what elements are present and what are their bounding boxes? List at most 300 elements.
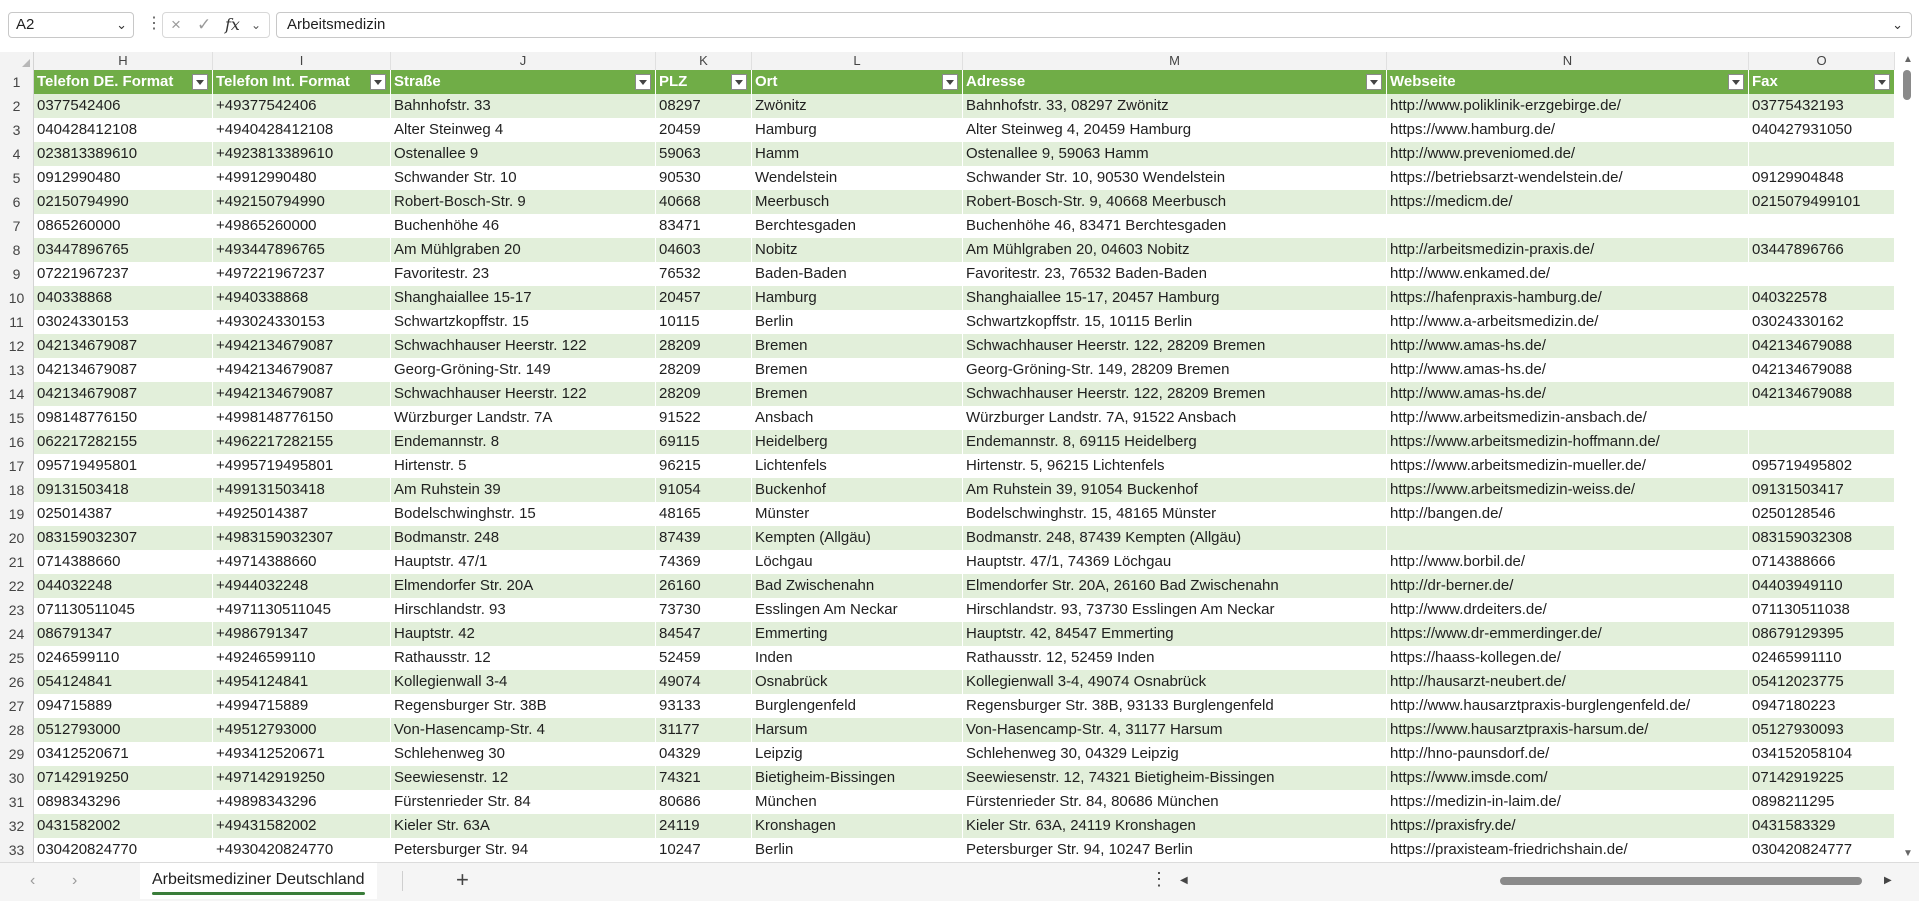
table-cell[interactable]: Ostenallee 9, 59063 Hamm <box>963 142 1387 166</box>
table-cell[interactable]: München <box>752 790 963 814</box>
table-cell[interactable]: +4983159032307 <box>213 526 391 550</box>
table-cell[interactable]: 49074 <box>656 670 752 694</box>
table-cell[interactable]: http://dr-berner.de/ <box>1387 574 1749 598</box>
table-cell[interactable]: 69115 <box>656 430 752 454</box>
row-number[interactable]: 11 <box>0 310 34 334</box>
table-cell[interactable]: 02150794990 <box>34 190 213 214</box>
table-cell[interactable]: https://medicm.de/ <box>1387 190 1749 214</box>
scroll-up-icon[interactable]: ▲ <box>1903 54 1913 65</box>
cancel-icon[interactable]: × <box>171 15 181 34</box>
add-sheet-icon[interactable]: + <box>456 867 469 892</box>
table-cell[interactable]: +4995719495801 <box>213 454 391 478</box>
table-cell[interactable]: Schwachhauser Heerstr. 122 <box>391 334 656 358</box>
table-cell[interactable]: Bremen <box>752 358 963 382</box>
row-number[interactable]: 16 <box>0 430 34 454</box>
table-cell[interactable]: http://hausarzt-neubert.de/ <box>1387 670 1749 694</box>
table-cell[interactable]: Burglengenfeld <box>752 694 963 718</box>
table-cell[interactable]: 03412520671 <box>34 742 213 766</box>
table-cell[interactable]: 91522 <box>656 406 752 430</box>
table-cell[interactable]: 09129904848 <box>1749 166 1895 190</box>
table-cell[interactable]: 93133 <box>656 694 752 718</box>
table-cell[interactable]: 083159032307 <box>34 526 213 550</box>
table-cell[interactable]: +4942134679087 <box>213 382 391 406</box>
table-cell[interactable]: +4954124841 <box>213 670 391 694</box>
row-number[interactable]: 21 <box>0 550 34 574</box>
table-cell[interactable]: 042134679087 <box>34 382 213 406</box>
table-cell[interactable]: Heidelberg <box>752 430 963 454</box>
header-cell[interactable] <box>752 70 963 94</box>
table-cell[interactable]: 08679129395 <box>1749 622 1895 646</box>
row-number[interactable]: 19 <box>0 502 34 526</box>
row-number[interactable]: 14 <box>0 382 34 406</box>
table-cell[interactable]: https://hafenpraxis-hamburg.de/ <box>1387 286 1749 310</box>
header-cell[interactable] <box>963 70 1387 94</box>
table-cell[interactable]: https://www.arbeitsmedizin-mueller.de/ <box>1387 454 1749 478</box>
table-cell[interactable]: http://www.borbil.de/ <box>1387 550 1749 574</box>
table-cell[interactable]: 0431583329 <box>1749 814 1895 838</box>
table-cell[interactable]: 023813389610 <box>34 142 213 166</box>
table-cell[interactable]: Bietigheim-Bissingen <box>752 766 963 790</box>
header-cell[interactable] <box>1387 70 1749 94</box>
table-cell[interactable]: Am Mühlgraben 20 <box>391 238 656 262</box>
table-cell[interactable]: 0215079499101 <box>1749 190 1895 214</box>
table-cell[interactable]: Robert-Bosch-Str. 9 <box>391 190 656 214</box>
enter-icon[interactable]: ✓ <box>197 15 212 34</box>
row-number[interactable]: 3 <box>0 118 34 142</box>
table-cell[interactable]: Schwartzkopffstr. 15, 10115 Berlin <box>963 310 1387 334</box>
table-cell[interactable]: 05412023775 <box>1749 670 1895 694</box>
table-cell[interactable]: +4925014387 <box>213 502 391 526</box>
table-cell[interactable]: 04603 <box>656 238 752 262</box>
chevron-down-icon[interactable]: ⌄ <box>116 17 127 32</box>
table-cell[interactable]: Seewiesenstr. 12 <box>391 766 656 790</box>
table-cell[interactable]: 40668 <box>656 190 752 214</box>
table-cell[interactable]: http://www.a-arbeitsmedizin.de/ <box>1387 310 1749 334</box>
table-cell[interactable]: +493447896765 <box>213 238 391 262</box>
table-cell[interactable]: 28209 <box>656 382 752 406</box>
table-cell[interactable]: 10115 <box>656 310 752 334</box>
table-cell[interactable]: Berchtesgaden <box>752 214 963 238</box>
table-cell[interactable]: Hauptstr. 47/1 <box>391 550 656 574</box>
column-header-n[interactable]: N <box>1387 52 1749 70</box>
row-number[interactable]: 27 <box>0 694 34 718</box>
table-cell[interactable]: 04403949110 <box>1749 574 1895 598</box>
table-cell[interactable]: +4930420824770 <box>213 838 391 862</box>
table-cell[interactable]: http://www.amas-hs.de/ <box>1387 358 1749 382</box>
table-cell[interactable]: 0898343296 <box>34 790 213 814</box>
table-cell[interactable]: +4944032248 <box>213 574 391 598</box>
table-cell[interactable]: 0865260000 <box>34 214 213 238</box>
table-cell[interactable]: http://www.enkamed.de/ <box>1387 262 1749 286</box>
vertical-scrollbar[interactable] <box>1897 52 1919 862</box>
table-cell[interactable]: Bodmanstr. 248 <box>391 526 656 550</box>
table-cell[interactable]: 0512793000 <box>34 718 213 742</box>
table-cell[interactable]: Osnabrück <box>752 670 963 694</box>
table-cell[interactable]: http://arbeitsmedizin-praxis.de/ <box>1387 238 1749 262</box>
column-header-h[interactable]: H <box>34 52 213 70</box>
table-cell[interactable]: 086791347 <box>34 622 213 646</box>
table-cell[interactable]: Bremen <box>752 334 963 358</box>
vertical-scroll-thumb[interactable] <box>1903 70 1911 100</box>
table-cell[interactable]: Petersburger Str. 94 <box>391 838 656 862</box>
table-cell[interactable]: 040322578 <box>1749 286 1895 310</box>
table-cell[interactable]: +4998148776150 <box>213 406 391 430</box>
table-cell[interactable]: 03024330153 <box>34 310 213 334</box>
column-header-k[interactable]: K <box>656 52 752 70</box>
table-cell[interactable]: +49898343296 <box>213 790 391 814</box>
table-cell[interactable]: Am Mühlgraben 20, 04603 Nobitz <box>963 238 1387 262</box>
row-number[interactable]: 2 <box>0 94 34 118</box>
table-cell[interactable]: Bodelschwinghstr. 15, 48165 Münster <box>963 502 1387 526</box>
name-box[interactable] <box>8 12 134 38</box>
table-cell[interactable]: Hamburg <box>752 286 963 310</box>
table-cell[interactable]: Regensburger Str. 38B, 93133 Burglengenfeld <box>963 694 1387 718</box>
table-cell[interactable]: 025014387 <box>34 502 213 526</box>
filter-dropdown-icon[interactable] <box>1874 74 1890 90</box>
table-cell[interactable]: +4986791347 <box>213 622 391 646</box>
table-cell[interactable]: Regensburger Str. 38B <box>391 694 656 718</box>
table-cell[interactable]: Harsum <box>752 718 963 742</box>
table-cell[interactable]: https://www.hausarztpraxis-harsum.de/ <box>1387 718 1749 742</box>
table-cell[interactable]: Bremen <box>752 382 963 406</box>
table-cell[interactable]: 042134679088 <box>1749 334 1895 358</box>
table-cell[interactable]: Buchenhöhe 46, 83471 Berchtesgaden <box>963 214 1387 238</box>
scroll-left-icon[interactable]: ◀ <box>1180 875 1188 886</box>
table-cell[interactable]: 91054 <box>656 478 752 502</box>
row-number[interactable]: 15 <box>0 406 34 430</box>
row-number[interactable]: 28 <box>0 718 34 742</box>
table-cell[interactable]: Buckenhof <box>752 478 963 502</box>
table-cell[interactable]: 24119 <box>656 814 752 838</box>
table-cell[interactable]: 09131503417 <box>1749 478 1895 502</box>
table-cell[interactable]: 87439 <box>656 526 752 550</box>
table-cell[interactable]: http://www.hausarztpraxis-burglengenfeld.de/ <box>1387 694 1749 718</box>
row-number[interactable]: 20 <box>0 526 34 550</box>
table-cell[interactable]: 52459 <box>656 646 752 670</box>
table-cell[interactable]: 80686 <box>656 790 752 814</box>
table-cell[interactable]: 03447896765 <box>34 238 213 262</box>
header-cell[interactable] <box>656 70 752 94</box>
table-cell[interactable]: Hamburg <box>752 118 963 142</box>
table-cell[interactable]: Berlin <box>752 838 963 862</box>
row-number[interactable]: 33 <box>0 838 34 862</box>
table-cell[interactable]: Bahnhofstr. 33, 08297 Zwönitz <box>963 94 1387 118</box>
table-cell[interactable]: Wendelstein <box>752 166 963 190</box>
table-cell[interactable]: Schwachhauser Heerstr. 122, 28209 Bremen <box>963 382 1387 406</box>
table-cell[interactable]: 09131503418 <box>34 478 213 502</box>
table-cell[interactable]: 0250128546 <box>1749 502 1895 526</box>
table-cell[interactable]: Leipzig <box>752 742 963 766</box>
table-cell[interactable]: +4942134679087 <box>213 358 391 382</box>
row-number[interactable]: 1 <box>0 70 34 94</box>
table-cell[interactable]: 098148776150 <box>34 406 213 430</box>
table-cell[interactable]: Kieler Str. 63A <box>391 814 656 838</box>
table-cell[interactable] <box>1387 214 1749 238</box>
table-cell[interactable]: 08297 <box>656 94 752 118</box>
table-cell[interactable]: 0947180223 <box>1749 694 1895 718</box>
table-cell[interactable]: +497221967237 <box>213 262 391 286</box>
table-cell[interactable]: 040427931050 <box>1749 118 1895 142</box>
table-cell[interactable]: 26160 <box>656 574 752 598</box>
table-cell[interactable]: http://www.poliklinik-erzgebirge.de/ <box>1387 94 1749 118</box>
table-cell[interactable]: http://www.amas-hs.de/ <box>1387 334 1749 358</box>
table-cell[interactable]: 20459 <box>656 118 752 142</box>
filter-dropdown-icon[interactable] <box>1728 74 1744 90</box>
table-cell[interactable] <box>1387 526 1749 550</box>
table-cell[interactable]: 03024330162 <box>1749 310 1895 334</box>
table-cell[interactable]: 0246599110 <box>34 646 213 670</box>
table-cell[interactable]: 044032248 <box>34 574 213 598</box>
table-cell[interactable]: Am Ruhstein 39 <box>391 478 656 502</box>
table-cell[interactable]: Schwander Str. 10, 90530 Wendelstein <box>963 166 1387 190</box>
row-number[interactable]: 26 <box>0 670 34 694</box>
table-cell[interactable]: Georg-Gröning-Str. 149, 28209 Bremen <box>963 358 1387 382</box>
table-cell[interactable]: Fürstenrieder Str. 84, 80686 München <box>963 790 1387 814</box>
table-cell[interactable]: 07142919250 <box>34 766 213 790</box>
table-cell[interactable]: 74369 <box>656 550 752 574</box>
table-cell[interactable]: +497142919250 <box>213 766 391 790</box>
column-header-o[interactable]: O <box>1749 52 1895 70</box>
table-cell[interactable]: 59063 <box>656 142 752 166</box>
table-cell[interactable]: Fürstenrieder Str. 84 <box>391 790 656 814</box>
table-cell[interactable]: https://haass-kollegen.de/ <box>1387 646 1749 670</box>
row-number[interactable]: 23 <box>0 598 34 622</box>
table-cell[interactable]: +4962217282155 <box>213 430 391 454</box>
table-cell[interactable]: +49246599110 <box>213 646 391 670</box>
table-cell[interactable]: Bodelschwinghstr. 15 <box>391 502 656 526</box>
row-number[interactable]: 5 <box>0 166 34 190</box>
table-cell[interactable]: Kronshagen <box>752 814 963 838</box>
table-cell[interactable]: Georg-Gröning-Str. 149 <box>391 358 656 382</box>
table-cell[interactable]: 20457 <box>656 286 752 310</box>
table-cell[interactable]: 73730 <box>656 598 752 622</box>
table-cell[interactable]: Hauptstr. 42, 84547 Emmerting <box>963 622 1387 646</box>
table-cell[interactable]: https://praxisteam-friedrichshain.de/ <box>1387 838 1749 862</box>
table-cell[interactable]: Ostenallee 9 <box>391 142 656 166</box>
table-cell[interactable]: http://www.drdeiters.de/ <box>1387 598 1749 622</box>
table-cell[interactable]: Seewiesenstr. 12, 74321 Bietigheim-Bissingen <box>963 766 1387 790</box>
header-cell[interactable] <box>213 70 391 94</box>
row-number[interactable]: 25 <box>0 646 34 670</box>
table-cell[interactable]: 10247 <box>656 838 752 862</box>
table-cell[interactable] <box>1749 406 1895 430</box>
table-cell[interactable]: 030420824777 <box>1749 838 1895 862</box>
row-number[interactable]: 24 <box>0 622 34 646</box>
table-cell[interactable]: 0431582002 <box>34 814 213 838</box>
filter-dropdown-icon[interactable] <box>731 74 747 90</box>
table-cell[interactable]: 96215 <box>656 454 752 478</box>
header-cell[interactable] <box>391 70 656 94</box>
table-cell[interactable]: Shanghaiallee 15-17 <box>391 286 656 310</box>
table-cell[interactable]: 0898211295 <box>1749 790 1895 814</box>
table-cell[interactable]: 030420824770 <box>34 838 213 862</box>
table-cell[interactable]: 0714388660 <box>34 550 213 574</box>
table-cell[interactable]: +49865260000 <box>213 214 391 238</box>
table-cell[interactable]: 07221967237 <box>34 262 213 286</box>
chevron-down-icon[interactable]: ⌄ <box>251 18 262 32</box>
function-icon[interactable]: fx <box>225 15 240 34</box>
row-number[interactable]: 32 <box>0 814 34 838</box>
table-cell[interactable]: Münster <box>752 502 963 526</box>
table-cell[interactable]: 84547 <box>656 622 752 646</box>
table-cell[interactable]: 31177 <box>656 718 752 742</box>
table-cell[interactable]: Löchgau <box>752 550 963 574</box>
table-cell[interactable]: 095719495801 <box>34 454 213 478</box>
filter-dropdown-icon[interactable] <box>370 74 386 90</box>
table-cell[interactable]: Elmendorfer Str. 20A <box>391 574 656 598</box>
table-cell[interactable]: 03775432193 <box>1749 94 1895 118</box>
row-number[interactable]: 18 <box>0 478 34 502</box>
table-cell[interactable]: +49912990480 <box>213 166 391 190</box>
table-cell[interactable]: 83471 <box>656 214 752 238</box>
table-cell[interactable]: 083159032308 <box>1749 526 1895 550</box>
table-cell[interactable]: Bahnhofstr. 33 <box>391 94 656 118</box>
table-cell[interactable]: Kempten (Allgäu) <box>752 526 963 550</box>
table-cell[interactable]: 071130511038 <box>1749 598 1895 622</box>
table-cell[interactable]: 48165 <box>656 502 752 526</box>
column-header-l[interactable]: L <box>752 52 963 70</box>
table-cell[interactable]: 90530 <box>656 166 752 190</box>
table-cell[interactable]: Favoritestr. 23, 76532 Baden-Baden <box>963 262 1387 286</box>
select-all-corner[interactable] <box>0 52 34 70</box>
table-cell[interactable]: Endemannstr. 8 <box>391 430 656 454</box>
table-cell[interactable]: Ansbach <box>752 406 963 430</box>
table-cell[interactable]: +4994715889 <box>213 694 391 718</box>
table-cell[interactable]: http://www.amas-hs.de/ <box>1387 382 1749 406</box>
table-cell[interactable]: Alter Steinweg 4 <box>391 118 656 142</box>
table-cell[interactable]: Zwönitz <box>752 94 963 118</box>
table-cell[interactable]: Hamm <box>752 142 963 166</box>
table-cell[interactable]: Rathausstr. 12 <box>391 646 656 670</box>
table-cell[interactable]: Hirschlandstr. 93 <box>391 598 656 622</box>
row-number[interactable]: 4 <box>0 142 34 166</box>
table-cell[interactable]: +4923813389610 <box>213 142 391 166</box>
table-cell[interactable]: +4942134679087 <box>213 334 391 358</box>
table-cell[interactable]: +492150794990 <box>213 190 391 214</box>
header-cell[interactable] <box>34 70 213 94</box>
table-cell[interactable]: 034152058104 <box>1749 742 1895 766</box>
filter-dropdown-icon[interactable] <box>192 74 208 90</box>
table-cell[interactable]: 0377542406 <box>34 94 213 118</box>
table-cell[interactable]: https://www.hamburg.de/ <box>1387 118 1749 142</box>
expand-formula-icon[interactable]: ⌄ <box>1892 17 1903 32</box>
table-cell[interactable]: +49512793000 <box>213 718 391 742</box>
table-cell[interactable]: Schwachhauser Heerstr. 122, 28209 Bremen <box>963 334 1387 358</box>
table-cell[interactable]: Shanghaiallee 15-17, 20457 Hamburg <box>963 286 1387 310</box>
table-cell[interactable]: Hauptstr. 47/1, 74369 Löchgau <box>963 550 1387 574</box>
table-cell[interactable]: Bad Zwischenahn <box>752 574 963 598</box>
table-cell[interactable]: Von-Hasencamp-Str. 4, 31177 Harsum <box>963 718 1387 742</box>
row-number[interactable]: 10 <box>0 286 34 310</box>
table-cell[interactable]: 095719495802 <box>1749 454 1895 478</box>
table-cell[interactable]: 02465991110 <box>1749 646 1895 670</box>
table-cell[interactable]: Kollegienwall 3-4 <box>391 670 656 694</box>
table-cell[interactable]: Alter Steinweg 4, 20459 Hamburg <box>963 118 1387 142</box>
table-cell[interactable]: +49714388660 <box>213 550 391 574</box>
table-cell[interactable]: Bodmanstr. 248, 87439 Kempten (Allgäu) <box>963 526 1387 550</box>
table-cell[interactable]: Hirschlandstr. 93, 73730 Esslingen Am Neckar <box>963 598 1387 622</box>
table-cell[interactable]: 054124841 <box>34 670 213 694</box>
table-cell[interactable]: https://www.arbeitsmedizin-hoffmann.de/ <box>1387 430 1749 454</box>
table-cell[interactable]: Baden-Baden <box>752 262 963 286</box>
table-cell[interactable]: Endemannstr. 8, 69115 Heidelberg <box>963 430 1387 454</box>
table-cell[interactable]: +493412520671 <box>213 742 391 766</box>
scroll-down-icon[interactable]: ▼ <box>1903 848 1913 859</box>
column-header-i[interactable]: I <box>213 52 391 70</box>
table-cell[interactable]: https://betriebsarzt-wendelstein.de/ <box>1387 166 1749 190</box>
row-number[interactable]: 7 <box>0 214 34 238</box>
table-cell[interactable]: Hauptstr. 42 <box>391 622 656 646</box>
row-number[interactable]: 30 <box>0 766 34 790</box>
table-cell[interactable]: +499131503418 <box>213 478 391 502</box>
table-cell[interactable]: Favoritestr. 23 <box>391 262 656 286</box>
table-cell[interactable]: http://www.arbeitsmedizin-ansbach.de/ <box>1387 406 1749 430</box>
table-cell[interactable]: 042134679087 <box>34 334 213 358</box>
table-cell[interactable]: 042134679088 <box>1749 358 1895 382</box>
table-cell[interactable]: 042134679088 <box>1749 382 1895 406</box>
more-icon[interactable]: ⋮ <box>1150 869 1168 889</box>
row-number[interactable]: 13 <box>0 358 34 382</box>
table-cell[interactable]: Schlehenweg 30 <box>391 742 656 766</box>
table-cell[interactable]: Hirtenstr. 5, 96215 Lichtenfels <box>963 454 1387 478</box>
table-cell[interactable]: Von-Hasencamp-Str. 4 <box>391 718 656 742</box>
table-cell[interactable]: Kollegienwall 3-4, 49074 Osnabrück <box>963 670 1387 694</box>
next-sheet-icon[interactable]: › <box>72 872 78 889</box>
spreadsheet-grid[interactable] <box>0 52 1919 862</box>
table-cell[interactable]: 74321 <box>656 766 752 790</box>
table-cell[interactable]: Inden <box>752 646 963 670</box>
row-number[interactable]: 17 <box>0 454 34 478</box>
table-cell[interactable] <box>1749 262 1895 286</box>
table-cell[interactable]: 28209 <box>656 358 752 382</box>
table-cell[interactable]: +4940428412108 <box>213 118 391 142</box>
row-number[interactable]: 9 <box>0 262 34 286</box>
table-cell[interactable]: 03447896766 <box>1749 238 1895 262</box>
sheet-tab-arbeitsmediziner[interactable] <box>140 863 377 899</box>
row-number[interactable]: 12 <box>0 334 34 358</box>
table-cell[interactable]: Würzburger Landstr. 7A <box>391 406 656 430</box>
table-cell[interactable]: 040338868 <box>34 286 213 310</box>
row-number[interactable]: 8 <box>0 238 34 262</box>
table-cell[interactable]: 07142919225 <box>1749 766 1895 790</box>
table-cell[interactable]: Robert-Bosch-Str. 9, 40668 Meerbusch <box>963 190 1387 214</box>
table-cell[interactable]: http://www.preveniomed.de/ <box>1387 142 1749 166</box>
table-cell[interactable]: Würzburger Landstr. 7A, 91522 Ansbach <box>963 406 1387 430</box>
filter-dropdown-icon[interactable] <box>1366 74 1382 90</box>
table-cell[interactable]: https://www.arbeitsmedizin-weiss.de/ <box>1387 478 1749 502</box>
table-cell[interactable]: 05127930093 <box>1749 718 1895 742</box>
table-cell[interactable]: 062217282155 <box>34 430 213 454</box>
table-cell[interactable]: 0714388666 <box>1749 550 1895 574</box>
more-options-icon[interactable]: ⋮ <box>146 15 162 32</box>
filter-dropdown-icon[interactable] <box>942 74 958 90</box>
table-cell[interactable]: Hirtenstr. 5 <box>391 454 656 478</box>
table-cell[interactable]: Schlehenweg 30, 04329 Leipzig <box>963 742 1387 766</box>
table-cell[interactable] <box>1749 214 1895 238</box>
table-cell[interactable]: Elmendorfer Str. 20A, 26160 Bad Zwischenahn <box>963 574 1387 598</box>
table-cell[interactable]: 094715889 <box>34 694 213 718</box>
table-cell[interactable]: Berlin <box>752 310 963 334</box>
table-cell[interactable]: Nobitz <box>752 238 963 262</box>
table-cell[interactable]: 28209 <box>656 334 752 358</box>
table-cell[interactable]: https://www.dr-emmerdinger.de/ <box>1387 622 1749 646</box>
formula-input[interactable] <box>276 12 1912 38</box>
table-cell[interactable]: Buchenhöhe 46 <box>391 214 656 238</box>
table-cell[interactable]: Meerbusch <box>752 190 963 214</box>
table-cell[interactable]: 04329 <box>656 742 752 766</box>
scroll-right-icon[interactable]: ▶ <box>1884 875 1892 886</box>
table-cell[interactable]: https://www.imsde.com/ <box>1387 766 1749 790</box>
